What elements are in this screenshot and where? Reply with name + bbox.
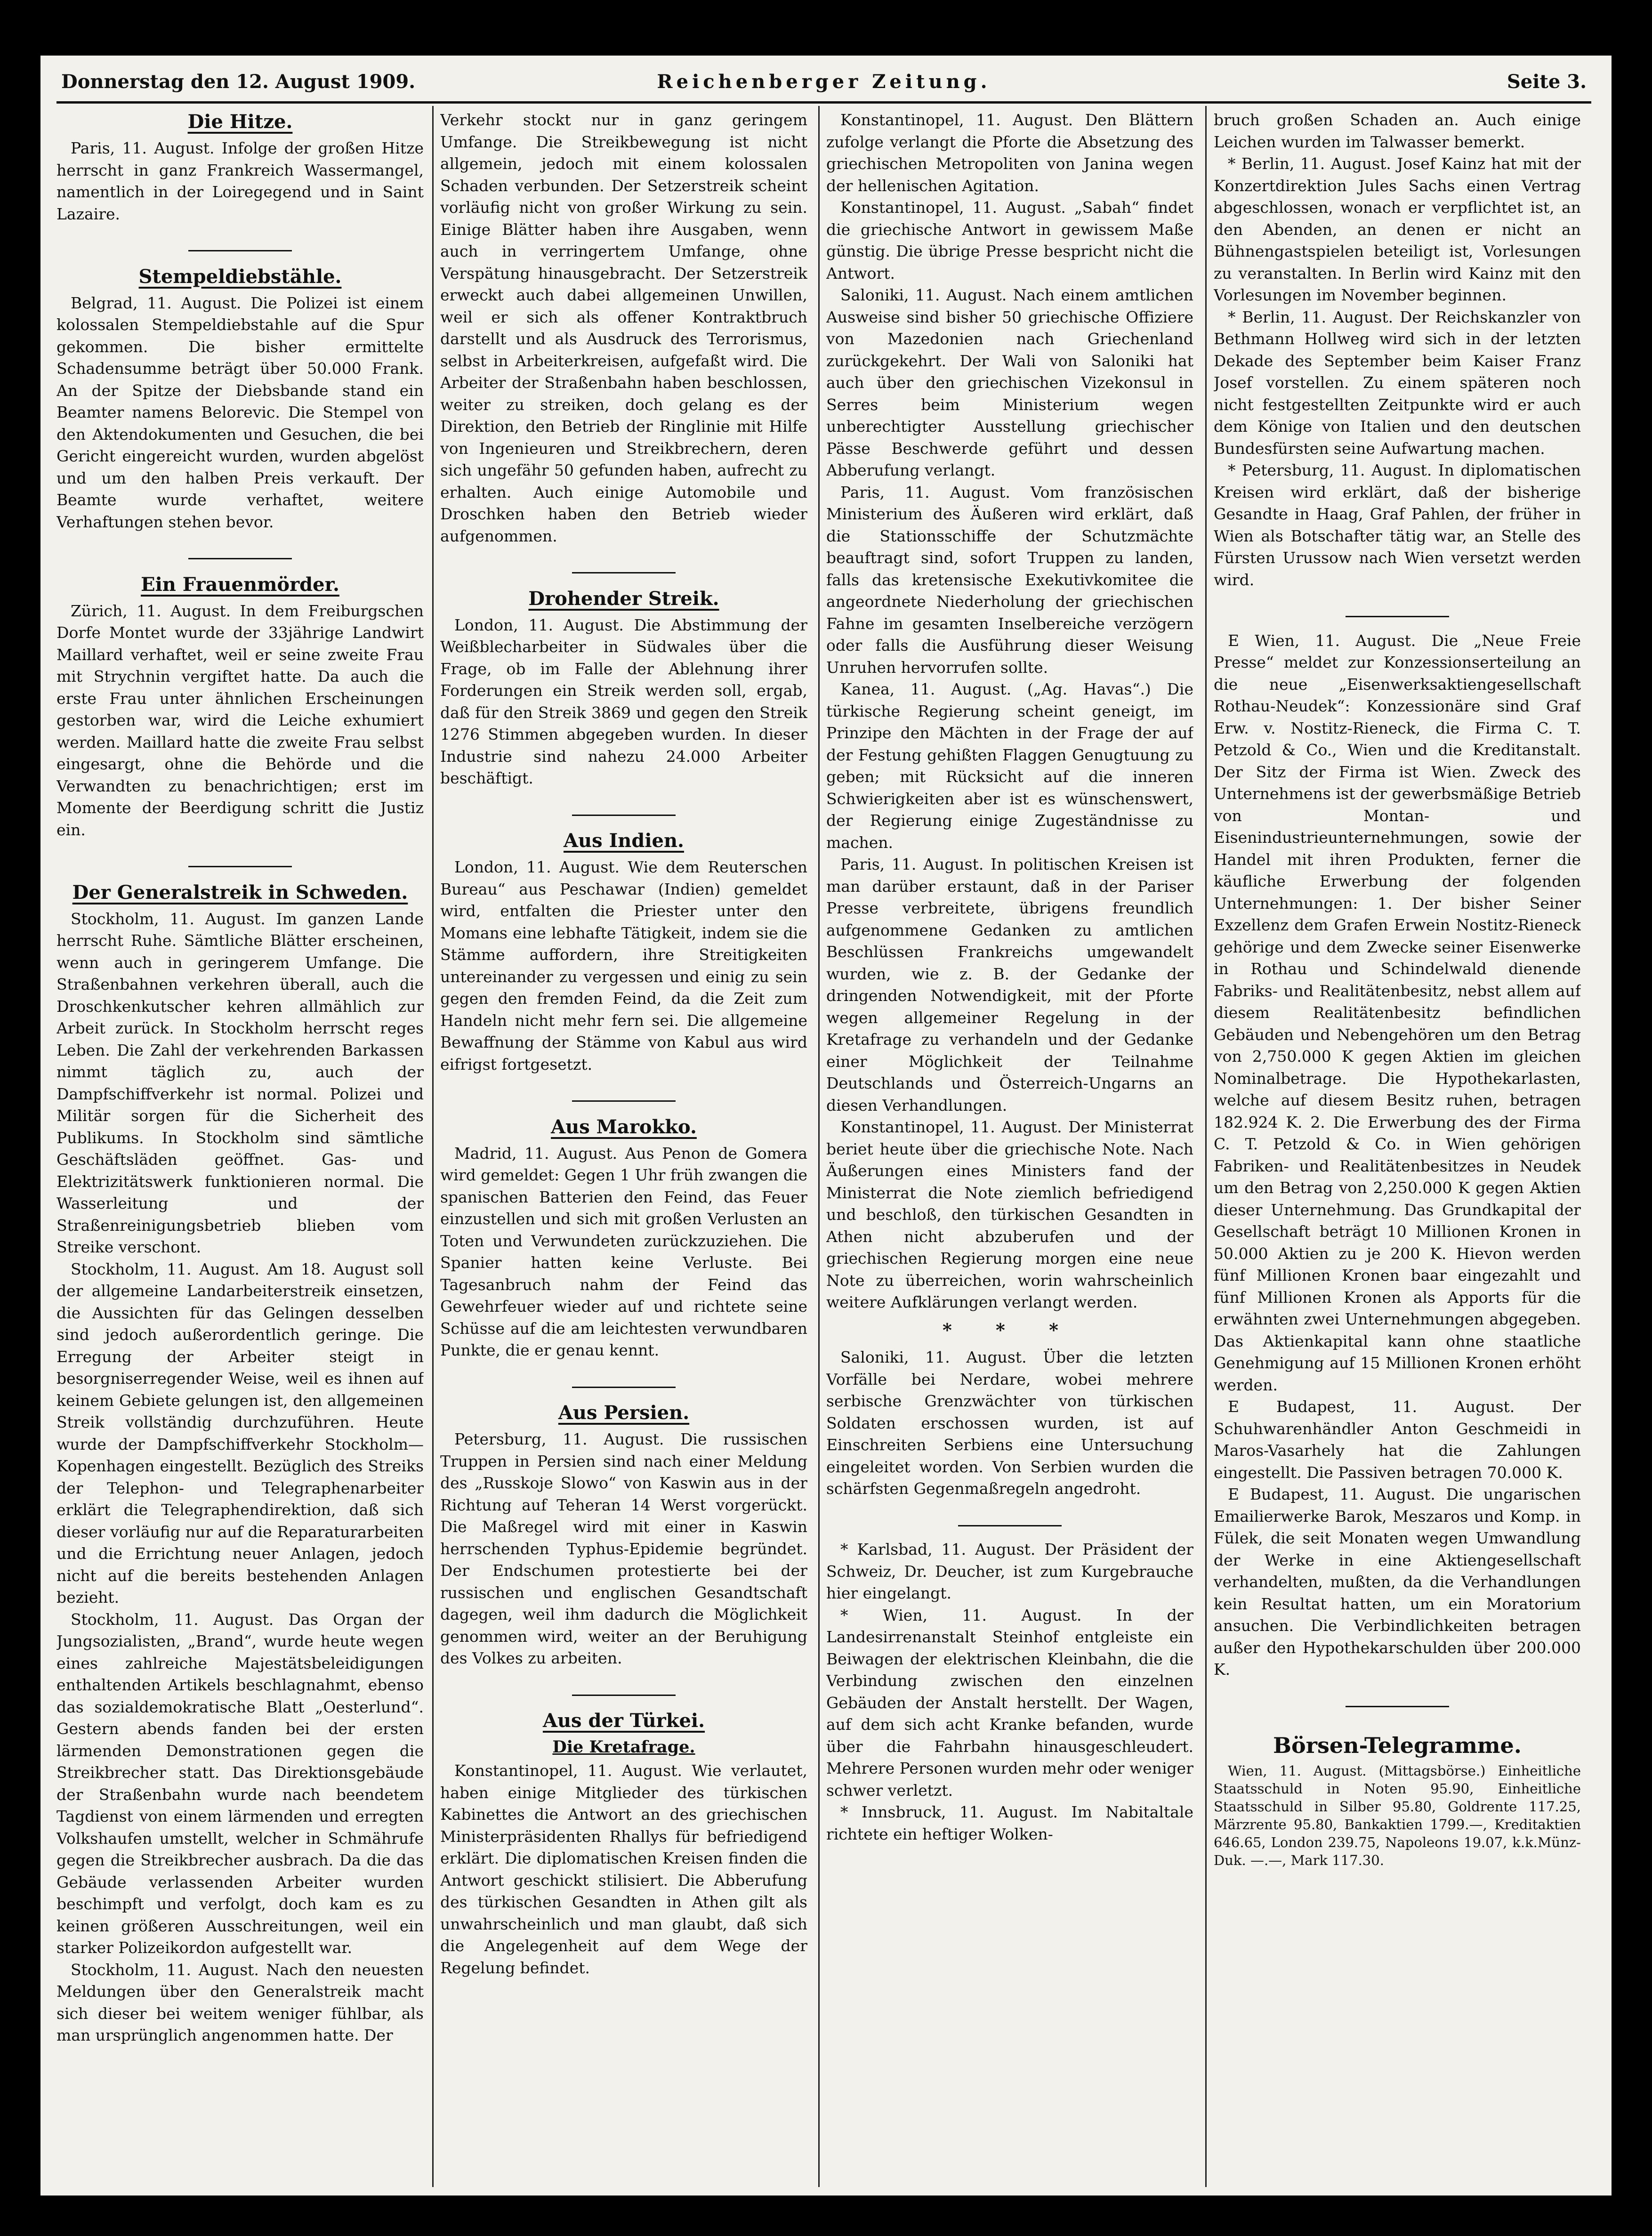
- article-frauenmoerder: Zürich, 11. August. In dem Freiburgschen Dorfe Montet wurde der 33jährige Landwirt Maillard verhaftet, weil er seine zweite Frau mit Strychnin vergiftet hatte. Da auch die erste Frau unter ähnlichen Erscheinungen gestorben war, wird die Leiche exhumiert werden. Maillard hatte die zweite Frau selbst eingesargt, ohne die Behörde und die Verwandten zu benachrichtigen; erst im Momente der Beerdigung schritt die Justiz ein.: [56, 601, 424, 839]
- column-2: [440, 109, 807, 2181]
- article-persien: Petersburg, 11. August. Die russischen Truppen in Persien sind nach einer Meldung des „Russkoje Slowo“ von Kaswin aus in der Richtung auf Teheran 14 Werst vorgerückt. Die Maßregel wird mit einer in Kaswin herrschenden Typhus-Epidemie begründet. Der Endschumen protestierte bei der russischen und englischen Gesandtschaft dagegen, weil ihm dadurch die Möglichkeit genommen wird, weiter an der Beruhigung des Volkes zu arbeiten.: [440, 1430, 807, 1667]
- star-divider: * * *: [942, 1319, 1078, 1340]
- column-divider: [432, 106, 434, 2187]
- section-divider: [440, 557, 807, 580]
- article-budapest-2: E Budapest, 11. August. Die ungarischen Emailierwerke Barok, Meszaros und Komp. in Fülek, die seit Monaten wegen Umwandlung der Werke in eine Aktiengesellschaft verhandelten, mußten, da die Verhandlungen kein Resultat hatten, um ein Moratorium ansuchen. Die Verbindlichkeiten betragen außer den Hypothekarschulden über 200.000 K.: [1214, 1485, 1581, 1679]
- article-saloniki-2: Saloniki, 11. August. Über die letzten Vorfälle bei Nerdare, wobei mehrere serbische Grenzwächter von türkischen Soldaten erschossen wurden, ist auf Einschreiten Serbiens eine Untersuchung eingeleitet worden. Von Serbien wurden die schärfsten Gegenmaßregeln angedroht.: [826, 1348, 1193, 1498]
- article-innsbruck-continued: bruch großen Schaden an. Auch einige Leichen wurden im Talwasser bemerkt.: [1214, 111, 1581, 151]
- article-berlin-2: * Berlin, 11. August. Der Reichskanzler von Bethmann Hollweg wird sich in der letzten Dekade des September beim Kaiser Franz Josef vorstellen. Zu einem späteren noch nicht festgestellten Zeitpunkte wird er auch dem Könige von Italien und den deutschen Bundesfürsten seine Aufwartung machen.: [1214, 307, 1581, 458]
- column-1: [56, 109, 424, 2181]
- headline-hitze: Die Hitze.: [187, 111, 293, 133]
- headline-marokko: Aus Marokko.: [551, 1115, 697, 1138]
- section-divider: [1214, 601, 1581, 623]
- headline-tuerkei: Aus der Türkei.: [542, 1710, 705, 1732]
- subheadline-kretafrage: Die Kretafrage.: [552, 1737, 695, 1757]
- column-divider: [1205, 106, 1207, 2187]
- article-boerse: Wien, 11. August. (Mittagsbörse.) Einheitliche Staatsschuld in Noten 95.90, Einheitliche Staatsschuld in Silber 95.80, Goldrente 117.25, Märzrente 95.80, Bankaktien 1799.—, Kreditaktien 646.65, London 239.75, Napoleons 19.07, k.k.Münz-Duk. —.—, Mark 117.30.: [1214, 1763, 1581, 1868]
- column-4: [1214, 109, 1581, 2181]
- article-wien-1: * Wien, 11. August. In der Landesirrenanstalt Steinhof entgleiste ein Beiwagen der elektrischen Kleinbahn, die die Verbindung zwischen den einzelnen Gebäuden der Anstalt herstellt. Der Wagen, auf dem sich acht Kranke befanden, wurde über die Fahrbahn hinausgeschleudert. Mehrere Personen wurden mehr oder weniger schwer verletzt.: [826, 1606, 1193, 1800]
- article-petersburg: * Petersburg, 11. August. In diplomatischen Kreisen wird erklärt, daß der bisherige Gesandte in Haag, Graf Pahlen, der früher in Wien als Botschafter tätig war, an Stelle des Fürsten Urussow nach Wien versetzt werden wird.: [1214, 461, 1581, 589]
- headline-frauenmoerder: Ein Frauenmörder.: [141, 573, 339, 596]
- headline-drohender-streik: Drohender Streik.: [528, 587, 719, 610]
- article-wien-2: E Wien, 11. August. Die „Neue Freie Presse“ meldet zur Konzessionserteilung an die neue „Eisenwerksaktiengesellschaft Rothau-Neudek“: Konzessionäre sind Graf Erw. v. Nostitz-Rieneck, die Firma C. T. Petzold & Co., Wien und die Kreditanstalt. Der Sitz der Firma ist Wien. Zweck des Unternehmens ist der gewerbsmäßige Betrieb von Montan- und Eisenindustrieunternehmungen, sowie der Handel mit ihren Produkten, ferner die käufliche Erwerbung der folgenden Unternehmungen: 1. Der bisher Seiner Exzellenz dem Grafen Erwein Nostitz-Rieneck gehörige und dem Zwecke seiner Eisenwerke in Rothau und Schindelwald dienende Fabriks- und Realitätenbesitz, nebst allem auf diesem Realitätenbesitz befindlichen Gebäuden und Nebengehören um den Betrag von 2,750.000 K gegen Aktien im gleichen Nominalbetrage. Die Hypothekarlasten, welche auf diesem Besitz ruhen, betragen 182.924 K. 2. Die Erwerbung des der Firma C. T. Petzold & Co. in Wien gehörigen Fabriken- und Realitätenbesitzes in Neudek um den Betrag von 2,250.000 K gegen Aktien dieser Unternehmung. Das Grundkapital der Gesellschaft beträgt 10 Millionen Kronen in 50.000 Aktien zu je 200 K. Hievon werden fünf Millionen Kronen baar eingezahlt und fünf Millionen Kronen als Apports für die erwähnten zwei Unternehmungen abgegeben. Das Aktienkapital kann ohne staatliche Genehmigung auf 15 Millionen Kronen erhöht werden.: [1214, 631, 1581, 1394]
- article-innsbruck: * Innsbruck, 11. August. Im Nabitaltale richtete ein heftiger Wolken-: [826, 1803, 1193, 1843]
- section-divider: [440, 1086, 807, 1108]
- article-budapest-1: E Budapest, 11. August. Der Schuhwarenhändler Anton Geschmeidi in Maros-Vasarhely hat die Zahlungen eingestellt. Die Passiven betragen 70.000 K.: [1214, 1397, 1581, 1482]
- article-konstantinopel-3: Konstantinopel, 11. August. Der Ministerrat beriet heute über die griechische Note. Nach Äußerungen eines Ministers fand der Ministerrat die Note ziemlich befriedigend und beschloß, den türkischen Gesandten in Athen nicht abzuberufen und der griechischen Regierung morgen eine neue Note zu überreichen, worin wahrscheinlich weitere Aufklärungen verlangt werden.: [826, 1118, 1193, 1311]
- article-berlin-1: * Berlin, 11. August. Josef Kainz hat mit der Konzertdirektion Jules Sachs einen Vertrag abgeschlossen, wonach er verpflichtet ist, an den Abenden, an denen er nicht an Bühnengastspielen beteiligt ist, Vorlesungen zu veranstalten. In Berlin wird Kainz mit den Vorlesungen im November beginnen.: [1214, 154, 1581, 304]
- article-tuerkei: Konstantinopel, 11. August. Wie verlautet, haben einige Mitglieder des türkischen Kabinettes die Antwort an des griechischen Ministerpräsidenten Rhallys für befriedigend erklärt. Die diplomatischen Kreisen finden die Antwort geschickt stilisiert. Die Abberufung des türkischen Gesandten in Athen gilt als unwahrscheinlich und man glaubt, daß sich die Angelegenheit auf dem Wege der Regelung befindet.: [440, 1761, 807, 1977]
- section-divider: [440, 1680, 807, 1702]
- headline-boersen-telegramme: Börsen-Telegramme.: [1273, 1733, 1522, 1758]
- section-divider: [440, 1372, 807, 1394]
- article-hitze: Paris, 11. August. Infolge der großen Hitze herrscht in ganz Frankreich Wassermangel, namentlich in der Loiregegend und in Saint Lazaire.: [56, 139, 424, 223]
- article-streik-4: Stockholm, 11. August. Nach den neuesten Meldungen über den Generalstreik macht sich dieser bei weitem weniger fühlbar, als man ursprünglich angenommen hatte. Der: [56, 1960, 424, 2044]
- article-paris-2: Paris, 11. August. In politischen Kreisen ist man darüber erstaunt, daß in der Pariser Presse verbreitete, übrigens freundlich aufgenommene Gedanken zu amtlichen Beschlüssen Frankreichs umgewandelt wurden, wie z. B. der Gedanke der dringenden Notwendigkeit, mit der Pforte wegen allgemeiner Regelung in der Kretafrage zu verhandeln und der Gedanke einer Möglichkeit der Teilnahme Deutschlands und Österreich-Ungarns an diesen Verhandlungen.: [826, 855, 1193, 1114]
- headline-stempeldiebstaehle: Stempeldiebstähle.: [138, 265, 342, 288]
- section-divider: [56, 235, 424, 258]
- article-streik-1: Stockholm, 11. August. Im ganzen Lande herrscht Ruhe. Sämtliche Blätter erscheinen, wenn auch in geringerem Umfange. Die Straßenbahnen verkehren überall, auch die Droschkenkutscher kehren allmählich zur Arbeit zurück. In Stockholm herrscht reges Leben. Die Zahl der verkehrenden Barkassen nimmt täglich zu, auch der Dampfschiffverkehr ist normal. Polizei und Militär sorgen für die Sicherheit des Publikums. In Stockholm sind sämtliche Geschäftsläden geöffnet. Gas- und Elektrizitätswerk funktionieren normal. Die Wasserleitung und der Straßenreinigungsbetrieb blieben vom Streike verschont.: [56, 909, 424, 1256]
- article-paris-1: Paris, 11. August. Vom französischen Ministerium des Äußeren wird erklärt, daß die Stationsschiffe der Schutzmächte beauftragt sind, sofort Truppen zu landen, falls das kretensische Exekutivkomitee die angeordnete Niederholung der griechischen Fahne im gesamten Inselbereiche verzögern oder falls die Ausführung dieser Weisung Unruhen hervorrufen sollte.: [826, 483, 1193, 677]
- page-number: Seite 3.: [1507, 71, 1587, 93]
- article-streik-2: Stockholm, 11. August. Am 18. August soll der allgemeine Landarbeiterstreik einsetzen, die Aussichten für das Gelingen desselben sind jedoch außerordentlich geringe. Die Erregung der Arbeiter steigt in besorgniserregender Weise, weil es ihnen auf keinem Gebiete gelungen ist, den allgemeinen Streik vollständig durchzuführen. Heute wurde der Dampfschiffverkehr Stockholm—Kopenhagen eingestellt. Bezüglich des Streiks der Telephon- und Telegraphenarbeiter erklärt die Telegraphendirektion, daß sich dieser vorläufig nur auf die Reparaturarbeiten und die Errichtung neuer Anlagen, jedoch nicht auf die bereits bestehenden Anlagen bezieht.: [56, 1259, 424, 1606]
- article-indien: London, 11. August. Wie dem Reuterschen Bureau“ aus Peschawar (Indien) gemeldet wird, entfalten die Priester unter den Momans eine lebhafte Tätigkeit, indem sie die Stämme auffordern, ihre Streitigkeiten untereinander zu vergessen und einig zu sein gegen den fremden Feind, da die Zeit zum Handeln nicht mehr fern sei. Die allgemeine Bewaffnung der Stämme von Kabul aus wird eifrigst fortgesetzt.: [440, 858, 807, 1074]
- section-divider: [56, 851, 424, 873]
- article-drohender-streik: London, 11. August. Die Abstimmung der Weißblecharbeiter in Südwales über die Frage, ob im Falle der Ablehnung ihrer Forderungen ein Streik werden soll, ergab, daß für den Streik 3869 und gegen den Streik 1276 Stimmen abgegeben wurden. In dieser Industrie sind nahezu 24.000 Arbeiter beschäftigt.: [440, 615, 807, 787]
- header-divider: [56, 101, 1591, 104]
- section-divider: [440, 800, 807, 822]
- article-marokko: Madrid, 11. August. Aus Penon de Gomera wird gemeldet: Gegen 1 Uhr früh zwangen die spanischen Batterien den Feind, das Feuer einzustellen und sich mit großen Verlusten an Toten und Verwundeten zurückzuziehen. Die Spanier hatten keine Verluste. Bei Tagesanbruch nahm der Feind das Gewehrfeuer wieder auf und richtete seine Schüsse auf die am leichtesten verwundbaren Punkte, die er genau kennt.: [440, 1144, 807, 1359]
- article-streik-continued: Verkehr stockt nur in ganz geringem Umfange. Die Streikbewegung ist nicht allgemein, jedoch mit einem kolossalen Schaden verbunden. Der Setzerstreik scheint vorläufig nicht von großer Wirkung zu sein. Einige Blätter haben ihre Ausgaben, wenn auch in verringertem Umfange, ohne Verspätung hinausgebracht. Der Setzerstreik erweckt auch dabei allgemeinen Unwillen, weil er sich als offener Kontraktbruch darstellt und als Ausdruck des Terrorismus, selbst in Arbeiterkreisen, aufgefaßt wird. Die Arbeiter der Straßenbahn haben beschlossen, weiter zu streiken, doch gelang es der Direktion, den Betrieb der Ringlinie mit Hilfe von Ingenieuren und Streikbrechern, deren sich ungefähr 50 gefunden haben, aufrecht zu erhalten. Auch einige Automobile und Droschken haben den Betrieb wieder aufgenommen.: [440, 111, 807, 545]
- headline-indien: Aus Indien.: [564, 830, 684, 852]
- header-date: Donnerstag den 12. August 1909.: [61, 71, 416, 93]
- section-divider: [826, 1510, 1193, 1533]
- article-karlsbad: * Karlsbad, 11. August. Der Präsident der Schweiz, Dr. Deucher, ist zum Kurgebrauche hier eingelangt.: [826, 1540, 1193, 1602]
- article-konstantinopel-2: Konstantinopel, 11. August. „Sabah“ findet die griechische Antwort in gewissem Maße günstig. Die übrige Presse bespricht nicht die Antwort.: [826, 198, 1193, 283]
- newspaper-title: Reichenberger Zeitung.: [657, 71, 991, 93]
- article-saloniki-1: Saloniki, 11. August. Nach einem amtlichen Ausweise sind bisher 50 griechische Offiziere von Mazedonien nach Griechenland zurückgekehrt. Der Wali von Saloniki hat auch über den griechischen Vizekonsul in Serres beim Ministerium wegen unberechtigter Ausstellung griechischer Pässe Beschwerde geführt und dessen Abberufung verlangt.: [826, 286, 1193, 479]
- article-streik-3: Stockholm, 11. August. Das Organ der Jungsozialisten, „Brand“, wurde heute wegen eines zahlreiche Majestätsbeleidigungen enthaltenden Artikels beschlagnahmt, ebenso das sozialdemokratische Blatt „Oesterlund“. Gestern abends fanden bei der ersten lärmenden Demonstrationen gegen die Streikbrecher statt. Das Direktionsgebäude der Straßenbahn wurde nach beendetem Tagdienst von einem lärmenden und erregten Volkshaufen umstellt, welcher in Schmährufe gegen die Streikbrecher ausbrach. Da die das Gebäude verlassenden Arbeiter wurden beschimpft und verfolgt, doch kam es zu keinen größeren Ausschreitungen, weil ein starker Polizeikordon aufgestellt war.: [56, 1610, 424, 1957]
- headline-persien: Aus Persien.: [558, 1402, 690, 1424]
- headline-generalstreik: Der Generalstreik in Schweden.: [72, 881, 408, 904]
- article-kanea: Kanea, 11. August. („Ag. Havas“.) Die türkische Regierung scheint geneigt, im Prinzipe den Mächten in der Frage der auf der Festung gehißten Flaggen Genugtuung zu geben; mit Rücksicht auf die inneren Schwierigkeiten aber ist es wünschenswert, der Regierung einige Zugeständnisse zu machen.: [826, 680, 1193, 852]
- column-3: [826, 109, 1193, 2181]
- article-stempeldiebstaehle: Belgrad, 11. August. Die Polizei ist einem kolossalen Stempeldiebstahle auf die Spur gekommen. Die bisher ermittelte Schadensumme beträgt über 50.000 Frank. An der Spitze der Diebsbande stand ein Beamter namens Belorevic. Die Stempel von den Aktendokumenten und Gesuchen, die bei Gericht eingereicht wurden, wurden abgelöst und um den halben Preis verkauft. Der Beamte wurde verhaftet, weitere Verhaftungen stehen bevor.: [56, 293, 424, 531]
- page-header: [47, 71, 1601, 104]
- section-divider: [56, 543, 424, 565]
- article-konstantinopel-1: Konstantinopel, 11. August. Den Blättern zufolge verlangt die Pforte die Absetzung des griechischen Metropoliten von Janina wegen der hellenischen Agitation.: [826, 111, 1193, 195]
- section-divider: [1214, 1691, 1581, 1713]
- column-divider: [818, 106, 820, 2187]
